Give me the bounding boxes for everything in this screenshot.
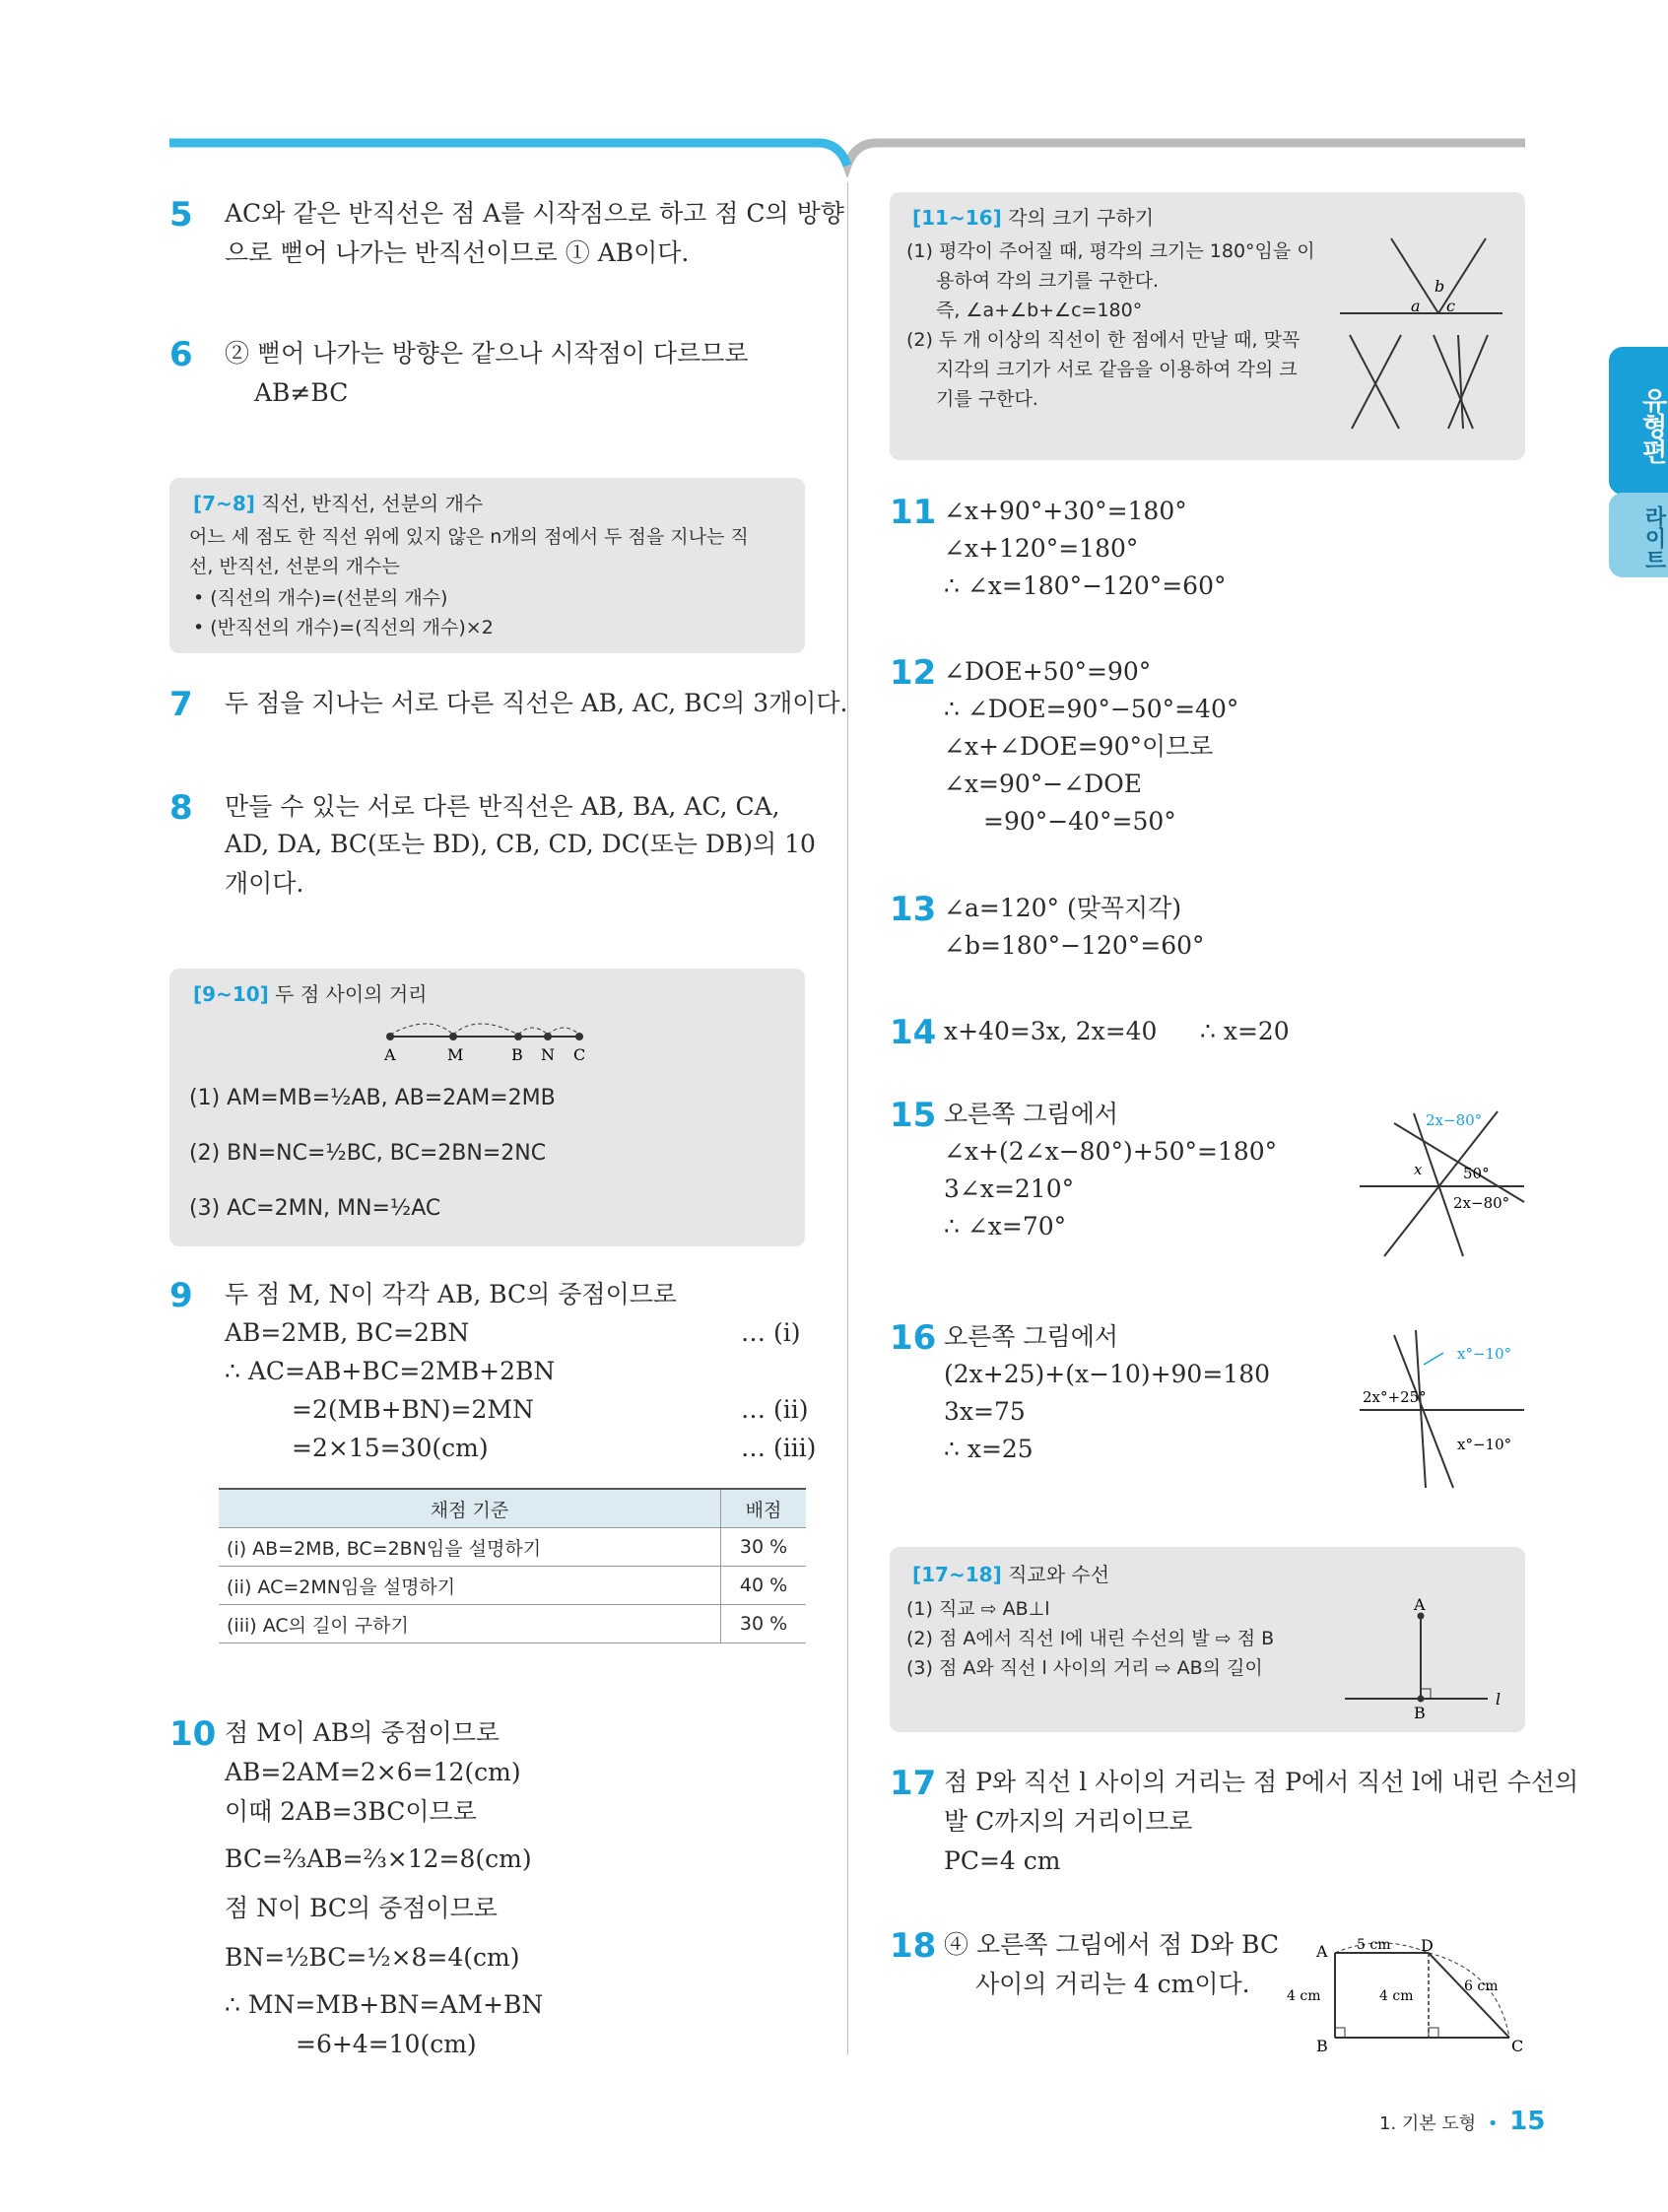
tip-box-11-16-line-4: (2) 두 개 이상의 직선이 한 점에서 만날 때, 맞꼭	[906, 329, 1301, 351]
problem-10-line-2: AB=2AM=2×6=12(cm)	[225, 1758, 521, 1786]
fig16-label-top: x°−10°	[1457, 1345, 1512, 1363]
fig15-label-bottom: 2x−80°	[1453, 1194, 1510, 1212]
tip-box-11-16-heading: 각의 크기 구하기	[1008, 206, 1155, 230]
problem-12-line-1: ∠DOE+50°=90°	[944, 657, 1152, 686]
angle-figure	[1340, 236, 1517, 443]
angle-label-a: a	[1411, 297, 1421, 315]
point-label-m: M	[447, 1045, 464, 1064]
problem-8-line-3: 개이다.	[225, 869, 304, 898]
problem-13-line-2: ∠b=180°−120°=60°	[944, 931, 1205, 960]
tip-box-9-10-title	[193, 978, 427, 1007]
tip-box-17-18-tag: [17~18]	[912, 1563, 1002, 1586]
tip-box-17-18-heading: 직교와 수선	[1008, 1563, 1110, 1586]
tip-box-9-10-tag: [9~10]	[193, 982, 269, 1006]
fig15-label-x: x	[1414, 1161, 1423, 1178]
problem-6-line-1: ② 뻗어 나가는 방향은 같으나 시작점이 다르므로	[225, 339, 749, 368]
problem-7-line-1: 두 점을 지나는 서로 다른 직선은 AB, AC, BC의 3개이다.	[225, 689, 848, 717]
angle-label-b: b	[1434, 277, 1445, 296]
fig16-label-left: 2x°+25°	[1363, 1388, 1427, 1406]
tip-box-11-16-line-2: 용하여 각의 크기를 구한다.	[936, 270, 1160, 292]
problem-14-line-2: ∴ x=20	[1200, 1017, 1290, 1045]
tip-box-7-8-heading: 직선, 반직선, 선분의 개수	[261, 492, 484, 515]
tip-box-17-18-title	[912, 1559, 1109, 1587]
problem-9-line-5: =2×15=30(cm)	[292, 1434, 489, 1462]
problem-15-line-3: 3∠x=210°	[944, 1174, 1075, 1203]
problem-10-line-1: 점 M이 AB의 중점이므로	[225, 1718, 500, 1747]
tip-box-11-16-line-5: 지각의 크기가 서로 같음을 이용하여 각의 크	[936, 359, 1298, 380]
tip-box-7-8-line-3: • (직선의 개수)=(선분의 개수)	[193, 587, 448, 609]
problem-12-number: 12	[890, 653, 937, 693]
problem-17-line-2: 발 C까지의 거리이므로	[944, 1807, 1193, 1836]
footer-bullet: •	[1487, 2113, 1499, 2134]
column-divider	[847, 182, 848, 2054]
scoring-criteria-3: (iii) AC의 길이 구하기	[219, 1605, 721, 1643]
chapter-label: 1. 기본 도형	[1379, 2113, 1477, 2134]
side-tab-lite[interactable]: 라이트	[1609, 493, 1668, 577]
problem-9-line-1: 두 점 M, N이 각각 AB, BC의 중점이므로	[225, 1280, 678, 1308]
fig18-label-d: D	[1421, 1936, 1434, 1955]
problem-8-line-1: 만들 수 있는 서로 다른 반직선은 AB, BA, AC, CA,	[225, 792, 780, 821]
fig18-label-b: B	[1316, 2037, 1328, 2055]
angle-label-c: c	[1446, 297, 1455, 315]
problem-5-line-2: 으로 뻗어 나가는 반직선이므로 ① AB이다.	[225, 238, 690, 267]
tip-box-7-8-line-1: 어느 세 점도 한 직선 위에 있지 않은 n개의 점에서 두 점을 지나는 직	[189, 526, 749, 548]
point-label-c: C	[573, 1045, 586, 1064]
problem-6-number: 6	[169, 335, 193, 374]
scoring-points-3: 30 %	[721, 1605, 807, 1643]
tip-box-9-10-line-1: (1) AM=MB=½AB, AB=2AM=2MB	[189, 1086, 556, 1110]
problem-10-line-4: BC=⅔AB=⅔×12=8(cm)	[225, 1844, 532, 1873]
tip-box-11-16-line-1: (1) 평각이 주어질 때, 평각의 크기는 180°임을 이	[906, 240, 1315, 262]
problem-17-line-1: 점 P와 직선 l 사이의 거리는 점 P에서 직선 l에 내린 수선의	[944, 1768, 1579, 1796]
problem-18-line-1: ④ 오른쪽 그림에서 점 D와 BC	[944, 1930, 1280, 1959]
tip-box-11-16-line-3: 즉, ∠a+∠b+∠c=180°	[936, 300, 1143, 321]
tip-box-11-16-title	[912, 202, 1154, 231]
perpendicular-figure	[1340, 1596, 1517, 1724]
problem-15-number: 15	[890, 1096, 937, 1135]
tip-box-17-18-line-1: (1) 직교 ⇨ AB⊥l	[906, 1598, 1050, 1620]
problem-12-line-2: ∴ ∠DOE=90°−50°=40°	[944, 695, 1239, 723]
problem-9-line-4: =2(MB+BN)=2MN	[292, 1395, 534, 1424]
point-label-n: N	[541, 1045, 555, 1064]
problem-6-line-2: AB≠BC	[254, 378, 349, 407]
problem-9-number: 9	[169, 1276, 193, 1315]
page-footer	[1379, 2107, 1545, 2136]
side-tab-type[interactable]: 유형편	[1609, 347, 1668, 495]
problem-10-line-8: =6+4=10(cm)	[296, 2030, 477, 2058]
problem-11-line-3: ∴ ∠x=180°−120°=60°	[944, 571, 1227, 600]
problem-15-figure	[1355, 1104, 1527, 1261]
problem-16-line-2: (2x+25)+(x−10)+90=180	[944, 1360, 1271, 1388]
fig15-label-50: 50°	[1463, 1165, 1490, 1182]
problem-9-line-2: AB=2MB, BC=2BN	[225, 1318, 470, 1347]
scoring-points-2: 40 %	[721, 1567, 807, 1605]
header-bar	[0, 0, 1668, 177]
fig18-label-a: A	[1316, 1942, 1328, 1961]
problem-14-line-1: x+40=3x, 2x=40	[944, 1017, 1158, 1045]
tip-box-9-10-heading: 두 점 사이의 거리	[275, 982, 428, 1006]
tip-box-11-16-line-6: 기를 구한다.	[936, 388, 1038, 410]
tip-box-7-8-title	[193, 488, 483, 516]
fig18-label-c: C	[1511, 2037, 1524, 2055]
problem-14-number: 14	[890, 1013, 937, 1052]
problem-9-marker-1: … (i)	[741, 1318, 801, 1347]
problem-16-number: 16	[890, 1318, 937, 1358]
problem-17-line-3: PC=4 cm	[944, 1846, 1061, 1875]
problem-17-number: 17	[890, 1764, 937, 1803]
table-row	[219, 1605, 806, 1643]
problem-11-number: 11	[890, 493, 937, 532]
scoring-header-criteria: 채점 기준	[219, 1489, 721, 1528]
problem-13-number: 13	[890, 890, 937, 929]
tip-box-9-10-line-2: (2) BN=NC=½BC, BC=2BN=2NC	[189, 1141, 547, 1166]
scoring-points-1: 30 %	[721, 1528, 807, 1567]
point-label-b: B	[511, 1045, 523, 1064]
problem-13-line-1: ∠a=120° (맞꼭지각)	[944, 894, 1182, 922]
problem-10-line-3: 이때 2AB=3BC이므로	[225, 1797, 477, 1826]
tip-box-7-8-tag: [7~8]	[193, 492, 255, 515]
point-label-a: A	[384, 1045, 396, 1064]
tip-box-7-8-line-4: • (반직선의 개수)=(직선의 개수)×2	[193, 617, 494, 638]
problem-18-figure	[1281, 1931, 1525, 2059]
problem-15-line-2: ∠x+(2∠x−80°)+50°=180°	[944, 1137, 1278, 1166]
problem-16-line-3: 3x=75	[944, 1397, 1026, 1426]
problem-9-line-3: ∴ AC=AB+BC=2MB+2BN	[225, 1357, 556, 1385]
problem-16-line-4: ∴ x=25	[944, 1435, 1034, 1463]
tip-box-9-10-line-3: (3) AC=2MN, MN=½AC	[189, 1196, 441, 1221]
problem-10-number: 10	[169, 1714, 217, 1754]
problem-18-line-2: 사이의 거리는 4 cm이다.	[975, 1970, 1250, 1998]
table-row	[219, 1567, 806, 1605]
problem-7-number: 7	[169, 685, 193, 724]
segment-diagram	[374, 1005, 601, 1064]
fig18-label-4cm-mid: 4 cm	[1379, 1988, 1414, 2004]
fig-perp-label-a: A	[1414, 1596, 1426, 1614]
fig16-label-bottom: x°−10°	[1457, 1436, 1512, 1453]
problem-16-figure	[1355, 1325, 1527, 1493]
problem-15-line-4: ∴ ∠x=70°	[944, 1212, 1067, 1240]
fig15-label-top: 2x−80°	[1426, 1111, 1483, 1129]
problem-8-line-2: AD, DA, BC(또는 BD), CB, CD, DC(또는 DB)의 10	[225, 830, 816, 858]
problem-11-line-2: ∠x+120°=180°	[944, 534, 1139, 563]
scoring-criteria-2: (ii) AC=2MN임을 설명하기	[219, 1567, 721, 1605]
table-row	[219, 1528, 806, 1567]
fig18-label-5cm: 5 cm	[1357, 1937, 1391, 1953]
fig-perp-label-l: l	[1496, 1690, 1501, 1709]
problem-18-number: 18	[890, 1926, 937, 1966]
problem-5-line-1: AC와 같은 반직선은 점 A를 시작점으로 하고 점 C의 방향	[225, 199, 844, 228]
problem-9-marker-3: … (iii)	[741, 1434, 817, 1462]
problem-11-line-1: ∠x+90°+30°=180°	[944, 497, 1187, 525]
problem-12-line-5: =90°−40°=50°	[983, 807, 1176, 836]
page-number: 15	[1509, 2107, 1546, 2136]
scoring-table	[219, 1488, 806, 1643]
problem-15-line-1: 오른쪽 그림에서	[944, 1100, 1118, 1128]
fig-perp-label-b: B	[1414, 1704, 1426, 1722]
problem-16-line-1: 오른쪽 그림에서	[944, 1322, 1118, 1351]
tip-box-17-18-line-2: (2) 점 A에서 직선 l에 내린 수선의 발 ⇨ 점 B	[906, 1628, 1275, 1649]
problem-10-line-5: 점 N이 BC의 중점이므로	[225, 1894, 498, 1922]
fig18-label-4cm-left: 4 cm	[1287, 1988, 1321, 2004]
scoring-criteria-1: (i) AB=2MB, BC=2BN임을 설명하기	[219, 1528, 721, 1567]
problem-9-marker-2: … (ii)	[741, 1395, 809, 1424]
problem-10-line-6: BN=½BC=½×8=4(cm)	[225, 1943, 520, 1972]
tip-box-17-18-line-3: (3) 점 A와 직선 l 사이의 거리 ⇨ AB의 길이	[906, 1657, 1263, 1679]
tip-box-7-8-line-2: 선, 반직선, 선분의 개수는	[189, 556, 400, 577]
scoring-header-points: 배점	[721, 1489, 807, 1528]
problem-8-number: 8	[169, 788, 193, 828]
problem-12-line-3: ∠x+∠DOE=90°이므로	[944, 732, 1214, 761]
fig18-label-6cm: 6 cm	[1464, 1978, 1499, 1994]
scoring-table-header	[219, 1489, 806, 1528]
problem-5-number: 5	[169, 195, 193, 235]
tip-box-11-16-tag: [11~16]	[912, 206, 1002, 230]
problem-10-line-7: ∴ MN=MB+BN=AM+BN	[225, 1990, 544, 2019]
problem-12-line-4: ∠x=90°−∠DOE	[944, 770, 1142, 798]
